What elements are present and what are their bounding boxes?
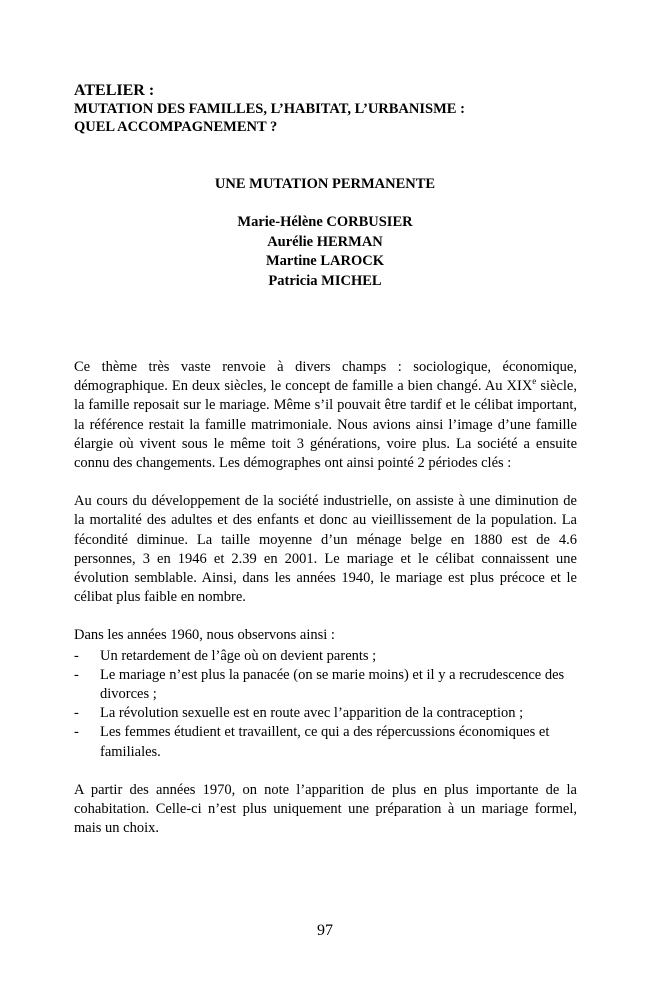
- dash-marker: -: [74, 666, 79, 683]
- list-item: [74, 647, 577, 666]
- list-item-text: Un retardement de l’âge où on devient parents ;: [100, 647, 377, 664]
- list-item-text: La révolution sexuelle est en route avec l’apparition de la contraception ;: [100, 705, 524, 722]
- author-name: Patricia MICHEL: [268, 272, 382, 289]
- list-item-text: Les femmes étudient et travaillent, ce qui a des répercussions économiques et familiales.: [100, 724, 550, 760]
- header-line-2: MUTATION DES FAMILLES, L’HABITAT, L’URBANISME :: [74, 101, 465, 117]
- article-title: UNE MUTATION PERMANENTE: [214, 176, 436, 192]
- superscript-e: e: [532, 376, 537, 387]
- author-list: [0, 213, 650, 291]
- paragraph-4: A partir des années 1970, on note l’apparition de plus en plus importante de la cohabitation. Celle-ci n’est plus uniquement une préparation à un mariage formel, mais un choix.: [74, 781, 577, 837]
- page-number: 97: [317, 922, 333, 939]
- dash-marker: -: [74, 705, 79, 722]
- paragraph-1: [74, 358, 577, 473]
- author-name: Marie-Hélène CORBUSIER: [237, 214, 413, 230]
- author-name: Martine LAROCK: [266, 253, 384, 269]
- workshop-header: [74, 82, 594, 136]
- paragraph-1-part-b: siècle, la famille reposait sur le mariage. Même s’il pouvait être tardif et le célibat important, la référence restait la famille matrimoniale. Nous avions ainsi l’image d’une famille élargie où vivent sous le même toit 3 générations, voire plus. La société a ensuite connu des changements. Les démographes ont ainsi pointé 2 périodes clés :: [74, 378, 577, 472]
- list-item: [74, 704, 577, 723]
- header-line-1: ATELIER :: [74, 82, 155, 99]
- dash-marker: -: [74, 647, 79, 664]
- list-item: [74, 666, 577, 704]
- observation-list: [74, 647, 577, 762]
- article-body: [74, 358, 577, 857]
- paragraph-1-part-a: Ce thème très vaste renvoie à divers champs : sociologique, économique, démographique. En deux siècles, le concept de famille a bien changé. Au XIX: [74, 359, 577, 395]
- dash-marker: -: [74, 724, 79, 741]
- header-line-3: QUEL ACCOMPAGNEMENT ?: [74, 119, 278, 135]
- author-name: Aurélie HERMAN: [267, 233, 383, 250]
- paragraph-2: Au cours du développement de la société industrielle, on assiste à une diminution de la mortalité des adultes et des enfants et donc au vieillissement de la population. La fécondité diminue. La taille moyenne d’un ménage belge en 1880 est de 4.6 personnes, 3 en 1946 et 2.39 en 2001. Le mariage et le célibat connaissent une évolution semblable. Ainsi, dans les années 1940, le mariage est plus précoce et le célibat plus faible en nombre.: [74, 493, 577, 606]
- list-item: [74, 723, 577, 761]
- list-item-text: Le mariage n’est plus la panacée (on se marie moins) et il y a recrudescence des divorces ;: [100, 666, 565, 703]
- paragraph-3-intro: Dans les années 1960, nous observons ainsi :: [74, 627, 335, 644]
